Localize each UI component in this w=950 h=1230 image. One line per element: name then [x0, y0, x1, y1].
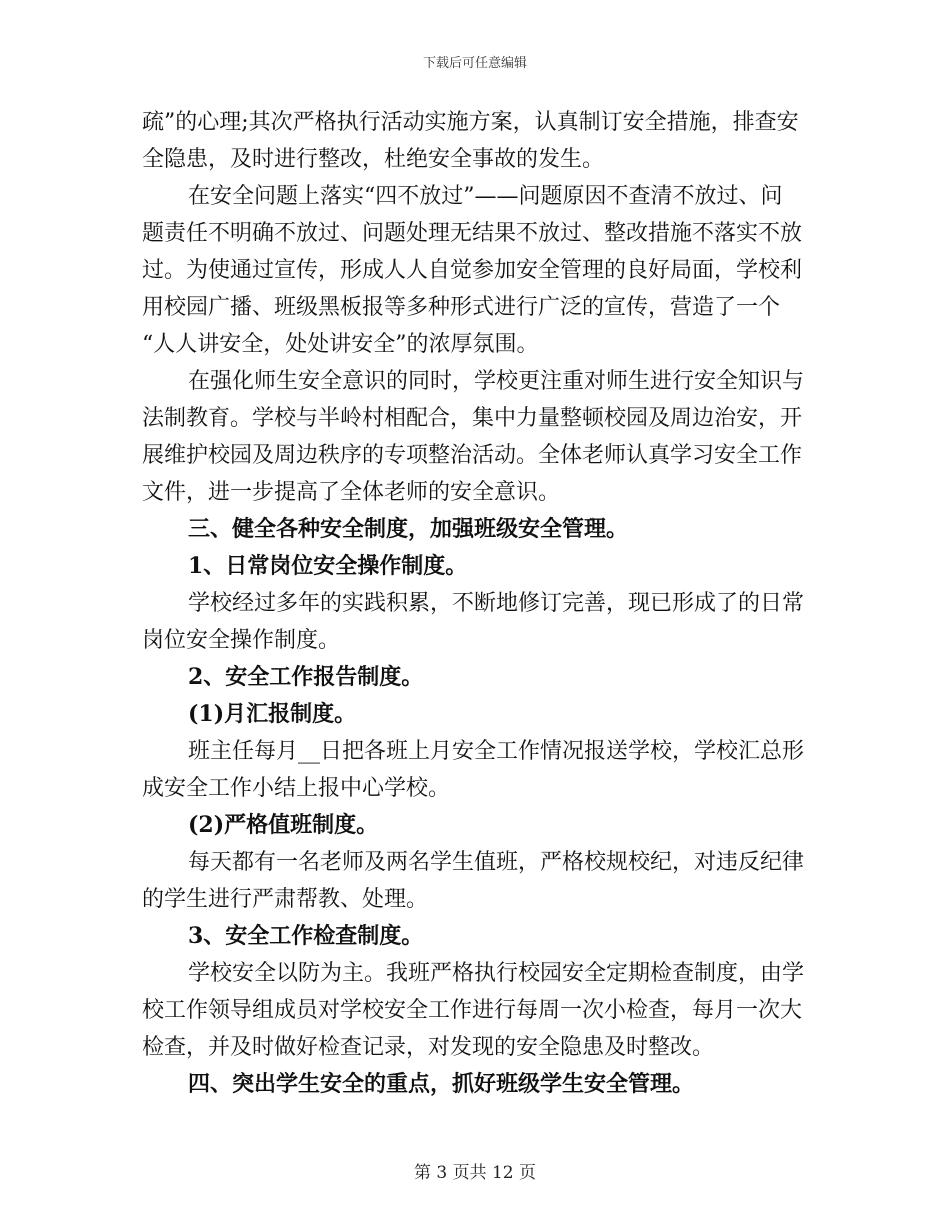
document-body [142, 104, 808, 1103]
page-footer: 第 3 页共 12 页 [413, 1163, 537, 1183]
paragraph-line: 全隐患，及时进行整改，杜绝安全事故的发生。 [142, 147, 605, 172]
paragraph-line: “人人讲安全，处处讲安全”的浓厚氛围。 [142, 332, 539, 357]
paragraph-line: 题责任不明确不放过、问题处理无结果不放过、整改措施不落实不放 [142, 221, 803, 246]
paragraph-line: 过。为使通过宣传，形成人人自觉参加安全管理的良好局面，学校利 [142, 258, 803, 283]
paragraph-line: 检查，并及时做好检查记录，对发现的安全隐患及时整改。 [142, 1035, 715, 1060]
section-heading: 四、突出学生安全的重点，抓好班级学生安全管理。 [188, 1071, 695, 1097]
paragraph-line: 校工作领导组成员对学校安全工作进行每周一次小检查，每月一次大 [142, 998, 803, 1023]
paragraph-line: 文件，进一步提高了全体老师的安全意识。 [142, 480, 561, 505]
paragraph-line: 学校经过多年的实践积累，不断地修订完善，现已形成了的日常 [188, 591, 805, 616]
section-heading: 2、安全工作报告制度。 [188, 664, 424, 690]
section-heading: 三、健全各种安全制度，加强班级安全管理。 [188, 516, 629, 542]
paragraph-line: 在强化师生安全意识的同时，学校更注重对师生进行安全知识与 [188, 369, 805, 394]
page-header: 下载后可任意编辑 [422, 56, 527, 71]
paragraph-line: 在安全问题上落实“四不放过”——问题原因不查清不放过、问 [188, 184, 783, 209]
paragraph-line: 用校园广播、班级黑板报等多种形式进行广泛的宣传，营造了一个 [142, 295, 781, 320]
paragraph-line: 学校安全以防为主。我班严格执行校园安全定期检查制度，由学 [188, 961, 805, 986]
paragraph-line: 每天都有一名老师及两名学生值班，严格校规校纪，对违反纪律 [188, 850, 805, 875]
section-heading: 1、日常岗位安全操作制度。 [188, 553, 468, 579]
paragraph-line: 成安全工作小结上报中心学校。 [142, 776, 451, 801]
section-heading: 3、安全工作检查制度。 [188, 923, 424, 949]
section-heading: (2)严格值班制度。 [188, 812, 379, 838]
paragraph-line: 班主任每月__日把各班上月安全工作情况报送学校，学校汇总形 [188, 739, 805, 764]
paragraph-line: 的学生进行严肃帮教、处理。 [142, 887, 429, 912]
paragraph-line: 法制教育。学校与半岭村相配合，集中力量整顿校园及周边治安，开 [142, 406, 803, 431]
paragraph-line: 疏”的心理;其次严格执行活动实施方案，认真制订安全措施，排查安 [142, 110, 799, 135]
paragraph-line: 展维护校园及周边秩序的专项整治活动。全体老师认真学习安全工作 [142, 443, 803, 468]
paragraph-line: 岗位安全操作制度。 [142, 628, 341, 653]
section-heading: (1)月汇报制度。 [188, 701, 357, 727]
